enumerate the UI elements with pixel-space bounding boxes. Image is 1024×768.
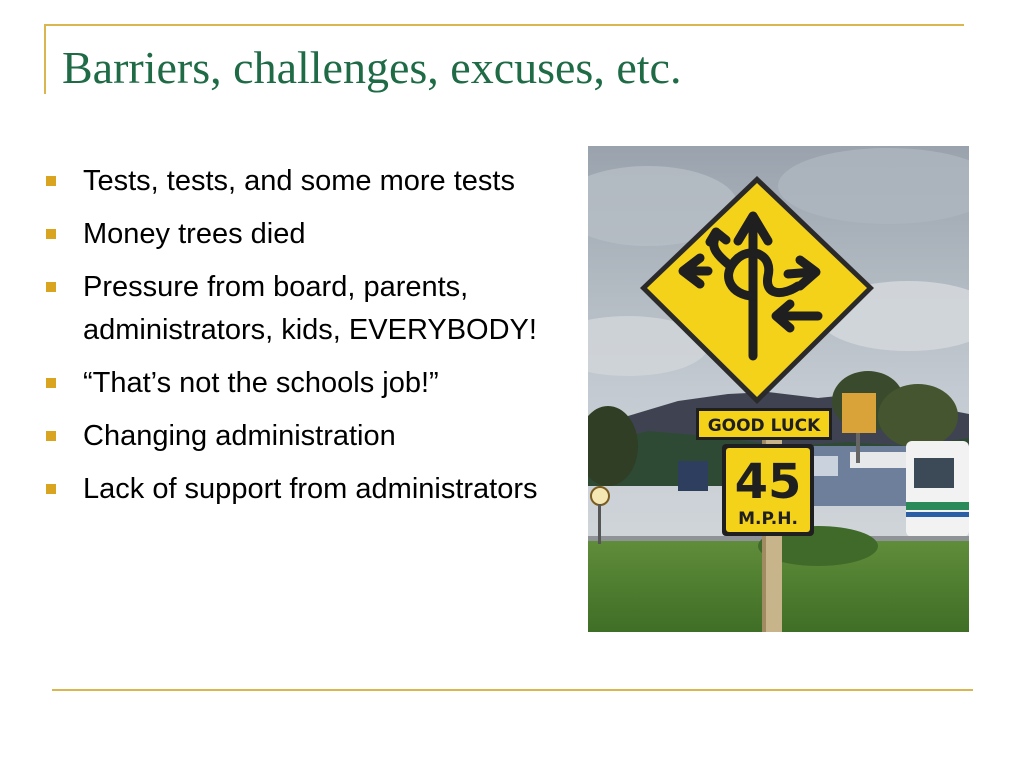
bullet-item: [40, 213, 585, 256]
speed-limit-sign: [722, 444, 814, 536]
footer-line: [52, 689, 973, 691]
bullet-text: Lack of support from administrators: [83, 473, 538, 505]
bus: [906, 441, 969, 537]
speed-unit: M.P.H.: [738, 509, 798, 529]
bullet-list: [40, 160, 585, 521]
good-luck-sign: [696, 408, 832, 440]
road-sign-photo: [588, 146, 969, 632]
slide-title: Barriers, challenges, excuses, etc.: [62, 42, 682, 93]
good-luck-text: GOOD LUCK: [707, 416, 821, 436]
bullet-text: “That’s not the schools job!”: [83, 367, 439, 399]
bullet-item: [40, 415, 585, 458]
square-bullet-icon: [46, 431, 56, 441]
bullet-item: [40, 468, 585, 511]
square-bullet-icon: [46, 229, 56, 239]
square-bullet-icon: [46, 378, 56, 388]
square-bullet-icon: [46, 282, 56, 292]
title-frame-top-line: [44, 24, 964, 26]
bullet-item: [40, 266, 585, 352]
speed-number: 45: [734, 454, 802, 510]
square-bullet-icon: [46, 176, 56, 186]
bullet-text: Changing administration: [83, 420, 396, 452]
bullet-text: Tests, tests, and some more tests: [83, 165, 515, 197]
bullet-item: [40, 160, 585, 203]
title-frame-left-line: [44, 24, 46, 94]
bullet-text: Pressure from board, parents, administrators, kids, EVERYBODY!: [83, 271, 537, 346]
bullet-text: Money trees died: [83, 218, 306, 250]
bullet-item: [40, 362, 585, 405]
square-bullet-icon: [46, 484, 56, 494]
